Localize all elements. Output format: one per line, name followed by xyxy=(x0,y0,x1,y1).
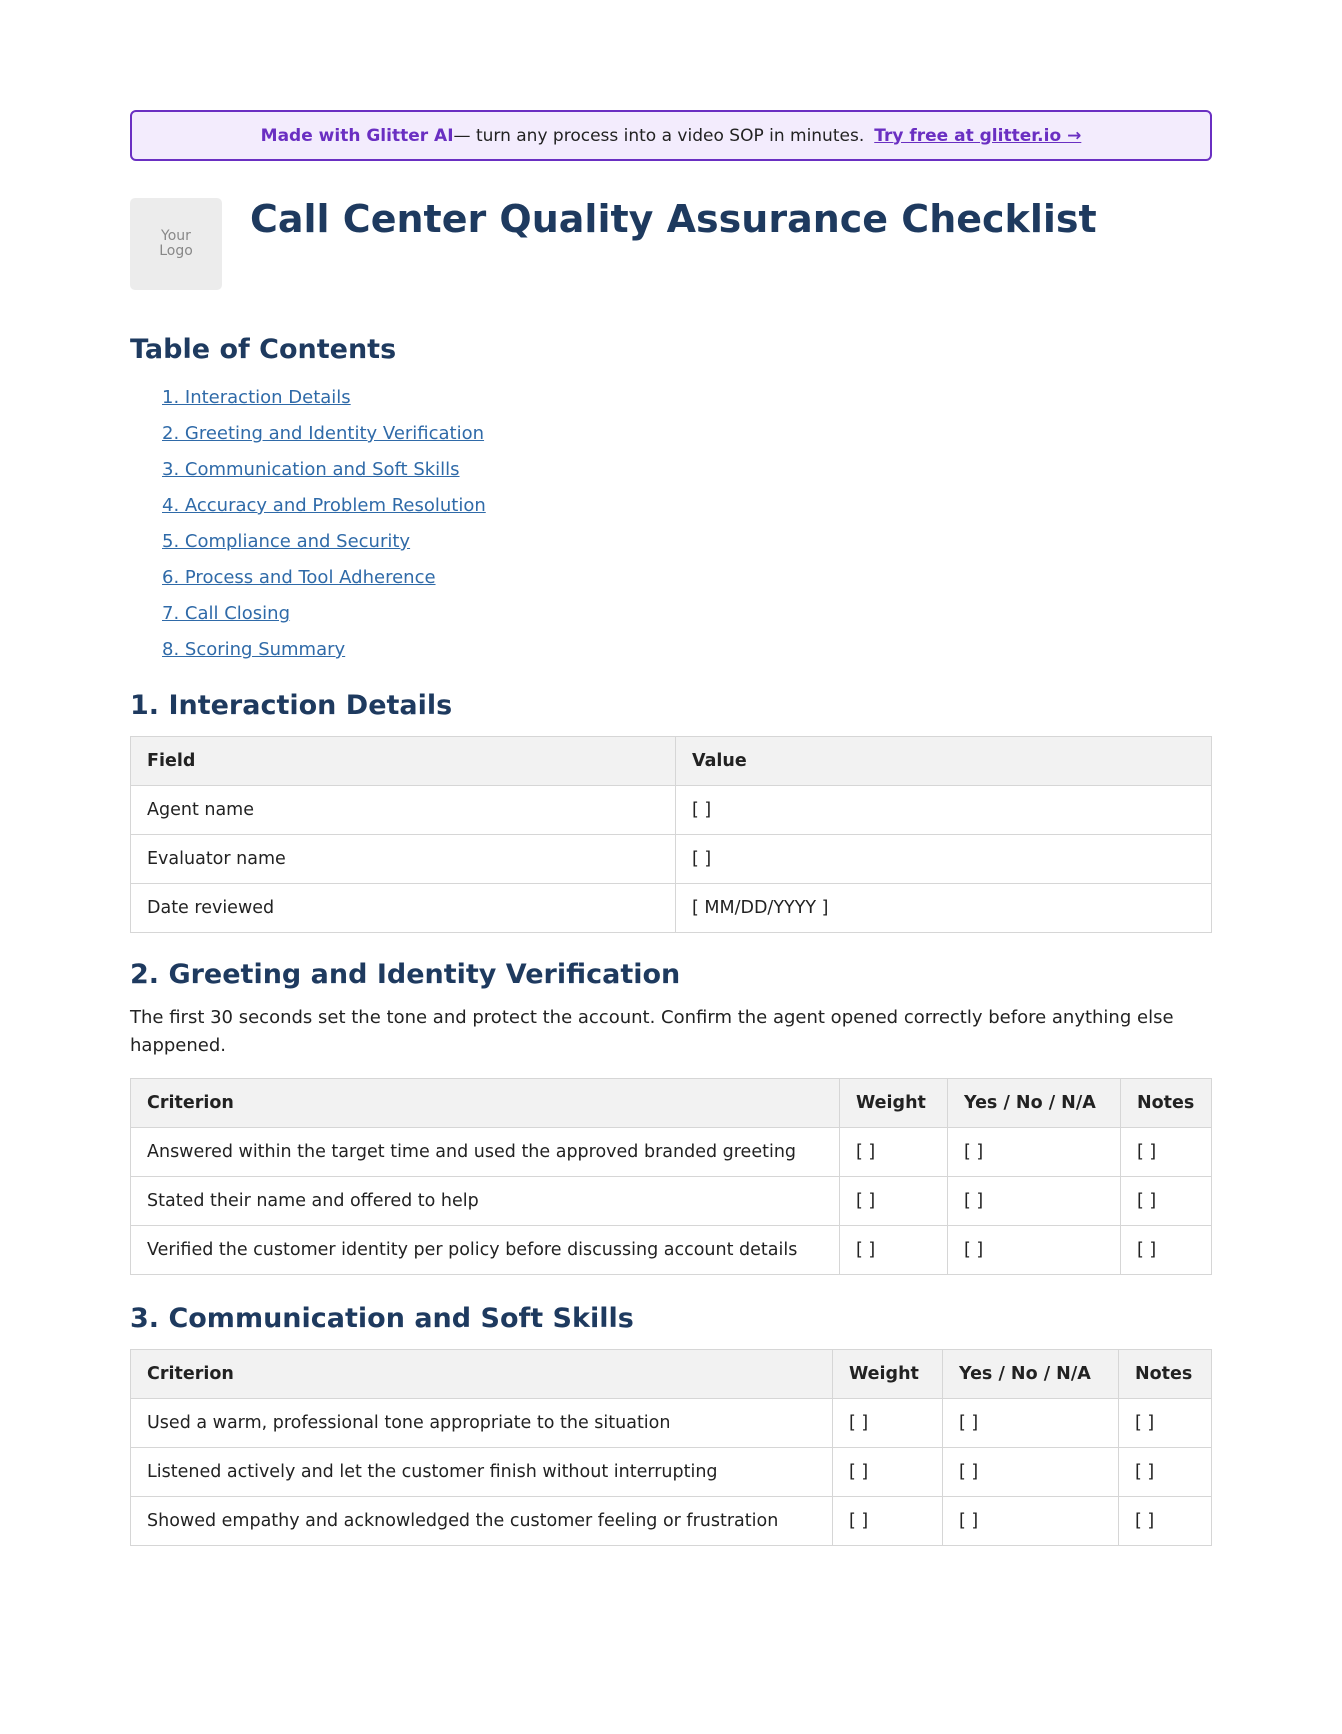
section-intro: The first 30 seconds set the tone and protect the account. Confirm the agent opened correctly before anything else happened. xyxy=(130,1007,1174,1056)
weight-cell[interactable]: [ ] xyxy=(840,1128,948,1177)
banner-brand: Made with Glitter AI xyxy=(260,125,454,146)
table-row xyxy=(131,1497,1212,1546)
criterion-cell: Listened actively and let the customer finish without interrupting xyxy=(131,1448,833,1497)
toc-link-compliance[interactable]: 5. Compliance and Security xyxy=(162,531,411,552)
column-header: Yes / No / N/A xyxy=(943,1350,1119,1399)
value-cell[interactable]: [ ] xyxy=(676,835,1212,884)
column-header: Yes / No / N/A xyxy=(948,1079,1121,1128)
document-page xyxy=(130,0,1212,1546)
section-heading-interaction-details: 1. Interaction Details xyxy=(130,690,453,721)
toc-link-scoring[interactable]: 8. Scoring Summary xyxy=(162,639,346,660)
table-row xyxy=(131,1226,1212,1275)
field-cell: Agent name xyxy=(131,786,676,835)
answer-cell[interactable]: [ ] xyxy=(943,1399,1119,1448)
answer-cell[interactable]: [ ] xyxy=(948,1128,1121,1177)
answer-cell[interactable]: [ ] xyxy=(943,1497,1119,1546)
toc-item xyxy=(162,452,1212,488)
table-of-contents xyxy=(130,380,1212,668)
weight-cell[interactable]: [ ] xyxy=(840,1177,948,1226)
toc-item xyxy=(162,596,1212,632)
table-header-row xyxy=(131,1079,1212,1128)
table-row xyxy=(131,835,1212,884)
page-title: Call Center Quality Assurance Checklist xyxy=(250,197,1097,241)
notes-cell[interactable]: [ ] xyxy=(1121,1128,1212,1177)
section-heading-communication: 3. Communication and Soft Skills xyxy=(130,1303,634,1334)
column-header: Notes xyxy=(1119,1350,1212,1399)
toc-link-communication[interactable]: 3. Communication and Soft Skills xyxy=(162,459,460,480)
weight-cell[interactable]: [ ] xyxy=(833,1448,943,1497)
criterion-cell: Answered within the target time and used the approved branded greeting xyxy=(131,1128,840,1177)
weight-cell[interactable]: [ ] xyxy=(833,1497,943,1546)
logo-line-1: Your xyxy=(161,228,191,244)
answer-cell[interactable]: [ ] xyxy=(948,1226,1121,1275)
logo-placeholder xyxy=(130,198,222,290)
table-row xyxy=(131,1128,1212,1177)
banner-link[interactable]: Try free at glitter.io → xyxy=(874,125,1082,146)
toc-link-greeting[interactable]: 2. Greeting and Identity Verification xyxy=(162,423,485,444)
notes-cell[interactable]: [ ] xyxy=(1121,1177,1212,1226)
toc-item xyxy=(162,380,1212,416)
toc-item xyxy=(162,632,1212,668)
greeting-table xyxy=(130,1078,1212,1275)
criterion-cell: Used a warm, professional tone appropriate to the situation xyxy=(131,1399,833,1448)
weight-cell[interactable]: [ ] xyxy=(840,1226,948,1275)
criterion-cell: Verified the customer identity per policy before discussing account details xyxy=(131,1226,840,1275)
document-header xyxy=(130,198,1212,290)
table-row xyxy=(131,1448,1212,1497)
table-row xyxy=(131,884,1212,933)
column-header: Criterion xyxy=(131,1079,840,1128)
communication-table xyxy=(130,1349,1212,1546)
promo-banner xyxy=(130,110,1212,161)
toc-item xyxy=(162,488,1212,524)
notes-cell[interactable]: [ ] xyxy=(1119,1497,1212,1546)
table-row xyxy=(131,1399,1212,1448)
section-heading-greeting: 2. Greeting and Identity Verification xyxy=(130,959,681,990)
banner-text: — turn any process into a video SOP in minutes. xyxy=(453,125,865,146)
toc-heading: Table of Contents xyxy=(130,334,397,365)
toc-link-call-closing[interactable]: 7. Call Closing xyxy=(162,603,291,624)
column-header: Criterion xyxy=(131,1350,833,1399)
table-row xyxy=(131,786,1212,835)
criterion-cell: Showed empathy and acknowledged the customer feeling or frustration xyxy=(131,1497,833,1546)
column-header: Field xyxy=(131,737,676,786)
toc-link-interaction-details[interactable]: 1. Interaction Details xyxy=(162,387,351,408)
answer-cell[interactable]: [ ] xyxy=(948,1177,1121,1226)
toc-item xyxy=(162,416,1212,452)
toc-item xyxy=(162,524,1212,560)
value-cell[interactable]: [ MM/DD/YYYY ] xyxy=(676,884,1212,933)
answer-cell[interactable]: [ ] xyxy=(943,1448,1119,1497)
notes-cell[interactable]: [ ] xyxy=(1119,1448,1212,1497)
column-header: Value xyxy=(676,737,1212,786)
table-row xyxy=(131,1177,1212,1226)
logo-line-2: Logo xyxy=(159,243,193,259)
table-header-row xyxy=(131,1350,1212,1399)
table-header-row xyxy=(131,737,1212,786)
notes-cell[interactable]: [ ] xyxy=(1121,1226,1212,1275)
weight-cell[interactable]: [ ] xyxy=(833,1399,943,1448)
toc-link-accuracy[interactable]: 4. Accuracy and Problem Resolution xyxy=(162,495,486,516)
interaction-details-table xyxy=(130,736,1212,933)
column-header: Weight xyxy=(840,1079,948,1128)
criterion-cell: Stated their name and offered to help xyxy=(131,1177,840,1226)
column-header: Weight xyxy=(833,1350,943,1399)
column-header: Notes xyxy=(1121,1079,1212,1128)
toc-item xyxy=(162,560,1212,596)
field-cell: Evaluator name xyxy=(131,835,676,884)
field-cell: Date reviewed xyxy=(131,884,676,933)
value-cell[interactable]: [ ] xyxy=(676,786,1212,835)
toc-link-process[interactable]: 6. Process and Tool Adherence xyxy=(162,567,436,588)
notes-cell[interactable]: [ ] xyxy=(1119,1399,1212,1448)
